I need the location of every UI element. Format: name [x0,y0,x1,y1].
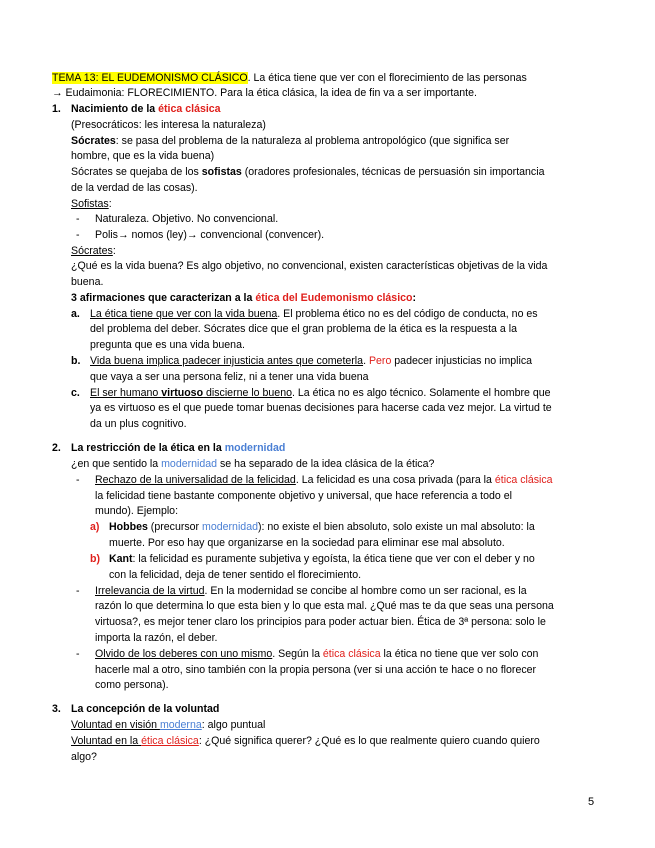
voluntad-clasica-line-2: algo? [71,751,97,763]
section-1-heading: Nacimiento de la ética clásica [71,103,221,115]
sofistas-item-1: Naturaleza. Objetivo. No convencional. [95,213,279,225]
kant-line-2: con la felicidad, deja de tener sentido el florecimiento. [109,569,362,581]
rechazo-item: Rechazo de la universalidad de la felicidad. La felicidad es una cosa privada (para la ética clásica [95,474,553,486]
document-title [52,71,527,87]
section-3-number: 3. [52,703,61,715]
irrelevancia-item: Irrelevancia de la virtud. En la modernidad se concibe al hombre como un ser racional, es la [95,585,527,597]
olvido-line-3: como persona). [95,679,169,691]
item-a: La ética tiene que ver con la vida buena. El problema ético no es del código de conducta, no es [90,308,538,320]
olvido-line-2: hacerle mal a otro, sino también con la propia persona (ver si una acción te hace o no florecer [95,664,537,676]
item-c-line-2: ya es virtuoso es el que puede tomar buenas decisiones para hacerse cada vez mejor. La virtud te [90,402,552,414]
item-b: Vida buena implica padecer injusticia antes que cometerla. Pero padecer injusticias no implica [90,355,533,367]
item-a-line-2: del problema del deber. Sócrates dice que el gran problema de la ética es la respuesta a la [90,323,517,335]
arrow-icon: → [186,229,198,241]
irrelevancia-line-4: importa la razón, el deber. [95,632,218,644]
hobbes-line-2: muerte. Por eso hay que organizarse en la sociedad para eliminar ese mal absoluto. [109,537,505,549]
irrelevancia-line-2: razón lo que determina lo que esta bien y lo que esta mal. ¿Qué mas te da que seas una persona [95,600,554,612]
intro-line: → Eudaimonia: FLORECIMIENTO. Para la ética clásica, la idea de fin va a ser importante. [52,87,477,99]
section-1-number: 1. [52,103,61,115]
list-dash: - [76,213,80,225]
item-c-line-3: da un plus cognitivo. [90,418,187,430]
sofistas-item-2: Polis→ nomos (ley)→ convencional (convencer). [95,229,325,241]
list-dash: - [76,648,80,660]
sofistas-label: Sofistas: [71,198,112,210]
title-rest: . La ética tiene que ver con el florecimiento de las personas [247,72,527,84]
socrates-line-2: hombre, que es la vida buena) [71,150,215,162]
example-a-marker: a) [90,521,100,533]
afirmaciones-heading: 3 afirmaciones que caracterizan a la ética del Eudemonismo clásico: [71,292,417,304]
section-2-number: 2. [52,442,61,454]
list-dash: - [76,585,80,597]
hobbes-example: Hobbes (precursor modernidad): no existe el bien absoluto, solo existe un mal absoluto: la [109,521,535,533]
item-c: El ser humano virtuoso discierne lo bueno. La ética no es algo técnico. Solamente el hombre que [90,387,551,399]
title-highlight: TEMA 13: EL EUDEMONISMO CLÁSICO [52,72,248,84]
item-c-marker: c. [71,387,80,399]
presocraticos-line: (Presocráticos: les interesa la naturaleza) [71,119,266,131]
section-3-heading: La concepción de la voluntad [71,703,220,715]
vida-buena-question-2: buena. [71,276,104,288]
example-b-marker: b) [90,553,100,565]
socrates-line: Sócrates: se pasa del problema de la naturaleza al problema antropológico (que significa ser [71,135,510,147]
item-b-line-2: que vaya a ser una persona feliz, ni a tener una vida buena [90,371,369,383]
rechazo-line-2: la felicidad tiene bastante componente objetivo y universal, que hace referencia a todo el [95,490,512,502]
modernidad-question: ¿en que sentido la modernidad se ha separado de la idea clásica de la ética? [71,458,435,470]
arrow-icon: → [117,229,129,241]
page-number: 5 [588,796,595,808]
irrelevancia-line-3: virtuosa?, es mejor tener claro los principios para poder actuar bien. Ética de 3ª persona: solo le [95,616,546,628]
item-a-marker: a. [71,308,80,320]
voluntad-moderna-line: Voluntad en visión moderna: algo puntual [71,719,266,731]
olvido-item: Olvido de los deberes con uno mismo. Según la ética clásica la ética no tiene que ver solo con [95,648,539,660]
kant-example: Kant: la felicidad es puramente subjetiva y egoísta, la ética tiene que ver con el deber y no [109,553,535,565]
arrow-icon: → [52,87,63,99]
rechazo-line-3: mundo). Ejemplo: [95,505,179,517]
quejaba-line: Sócrates se quejaba de los sofistas (oradores profesionales, técnicas de persuasión sin importancia [71,166,545,178]
list-dash: - [76,474,80,486]
quejaba-line-2: de la verdad de las cosas). [71,182,198,194]
vida-buena-question: ¿Qué es la vida buena? Es algo objetivo, no convencional, existen características objetivas de la vida [71,260,548,272]
socrates-label: Sócrates: [71,245,116,257]
list-dash: - [76,229,80,241]
voluntad-clasica-line: Voluntad en la ética clásica: ¿Qué significa querer? ¿Qué es lo que realmente quiero cuando quiero [71,735,540,747]
section-2-heading: La restricción de la ética en la modernidad [71,442,286,454]
item-a-line-3: pregunta que es una vida buena. [90,339,245,351]
item-b-marker: b. [71,355,81,367]
